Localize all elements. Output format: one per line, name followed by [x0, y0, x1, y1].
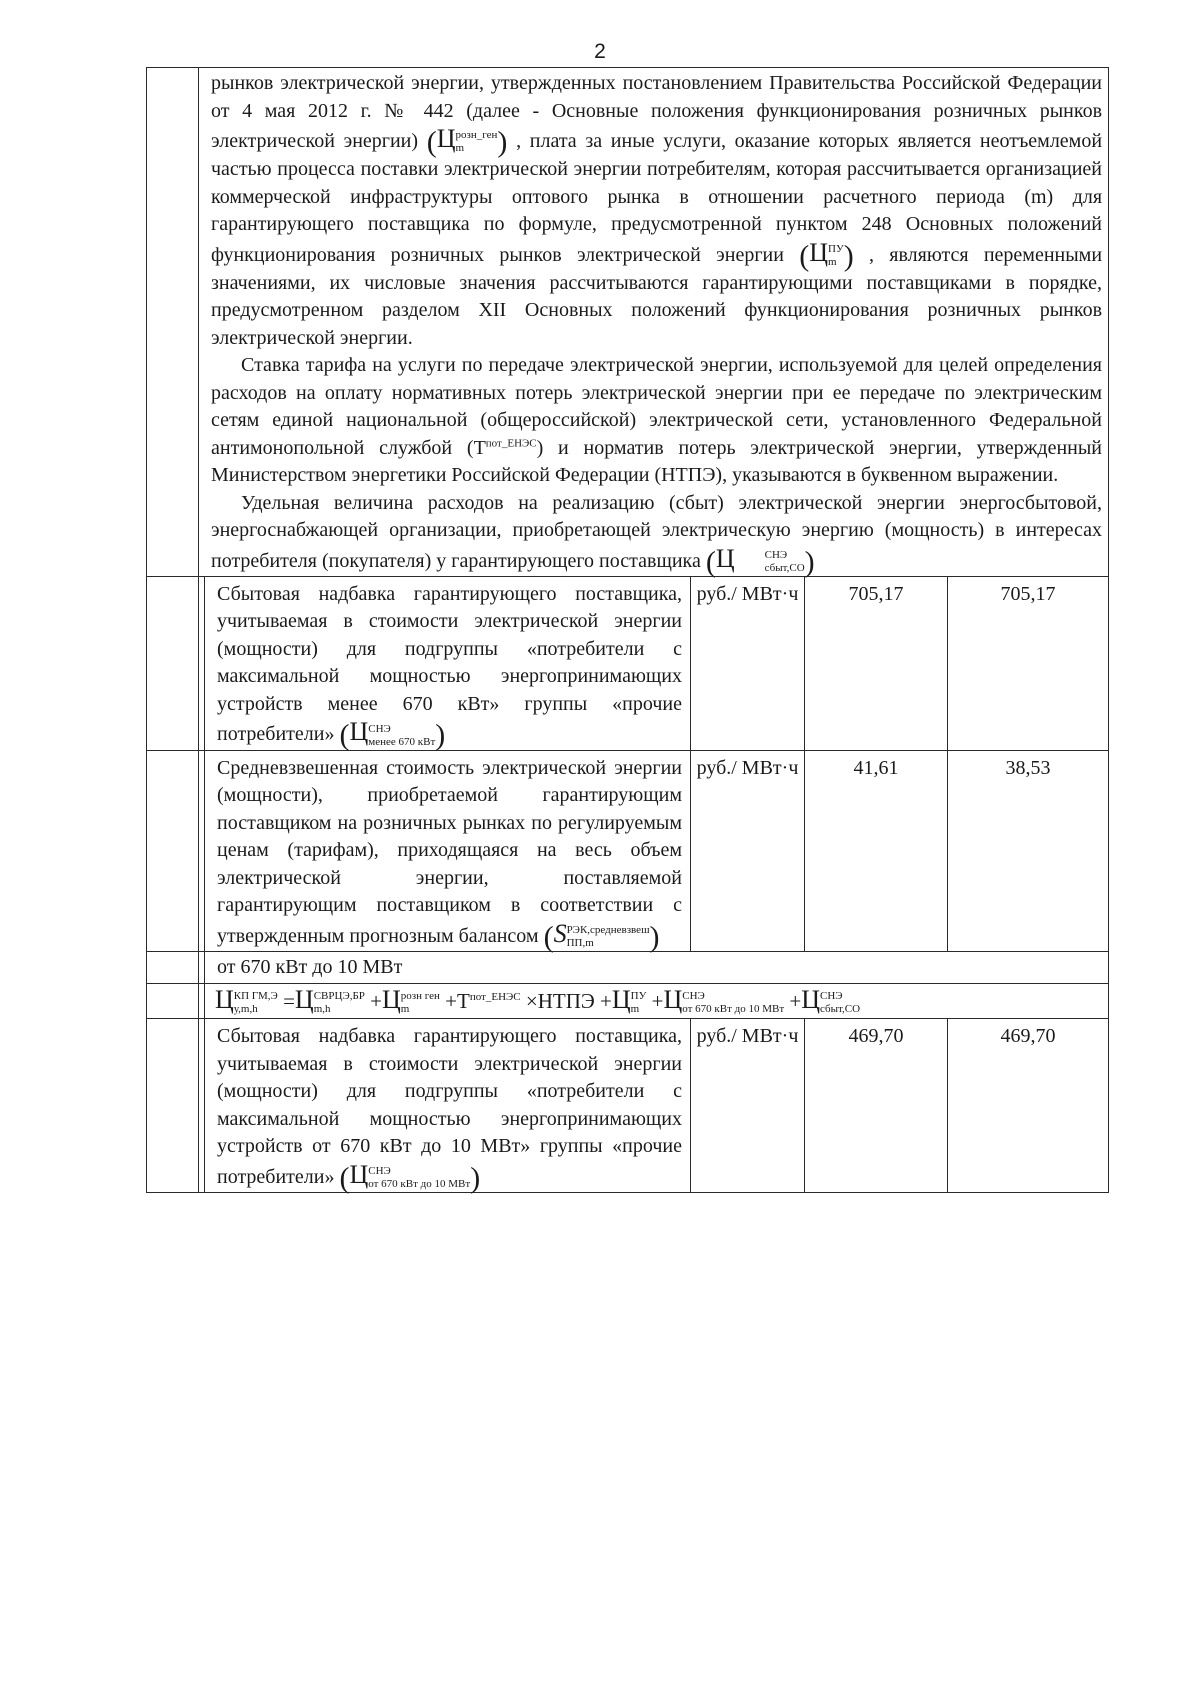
- intro-paragraph-1: рынков электрической энергии, утвержденных постановлением Правительства Российской Федерации от 4 мая 2012 г. № 442 (далее - Основные положения функционирования розничных рынков электрической энергии) (Ц розн_ген m ) , плата за иные услуги, оказание которых является неотъемлемой частью процесса поставки электрической энергии потребителям, которая рассчитывается организацией коммерческой инфраструктуры оптового рынка в отношении расчетного периода (m) для гарантирующего поставщика по формуле, предусмотренной пунктом 248 Основных положений функционирования розничных рынков электрической энергии (Ц ПУ m ) , являются переменными значениями, их числовые значения рассчитываются гарантирующими поставщиками в порядке, предусмотренном разделом XII Основных положений функционирования розничных рынков электрической энергии.: [211, 72, 1103, 349]
- value-cell-1: 705,17: [805, 576, 948, 750]
- table-row: [147, 576, 1109, 750]
- intro-row: [147, 68, 1109, 577]
- formula: Ц КП ГМ,Э у,m,h =Ц СВРЦЭ,БР m,h +Ц розн ген m $+Т^{пот\_ЕНЭС}$ ×НТПЭ +Ц ПУ m +Ц СНЭ от 670 кВт до 10 МВт +Ц СНЭ сбыт,СО: [205, 984, 1109, 1019]
- value-cell-2: 705,17: [948, 576, 1109, 750]
- subheading-row: [147, 951, 1109, 984]
- symbol-base: Ц: [715, 543, 735, 573]
- symbol-indices: розн_ген m: [455, 129, 498, 155]
- unit-cell: руб./ МВт·ч: [691, 750, 805, 951]
- row-label-cell: Средневзвешенная стоимость электрической энергии (мощности), приобретаемой гарантирующим поставщиком на розничных рынках по регулируемым ценам (тарифам), приходящаяся на весь объем электрической энергии, поставляемой гарантирующим поставщиком в соответствии с утвержденным прогнозным балансом (S РЭК,средневзвеш ПП,m ): [205, 750, 691, 951]
- value-cell-2: 469,70: [948, 1019, 1109, 1193]
- unit-cell: руб./ МВт·ч: [691, 1019, 805, 1193]
- row-number-cell: [147, 68, 199, 577]
- tariff-table: [146, 67, 1109, 1193]
- intro-paragraph-2: Ставка тарифа на услуги по передаче электрической энергии, используемой для целей определения расходов на оплату нормативных потерь электрической энергии при ее передаче по электрическим сетям единой национальной (общероссийской) электрической сети, установленного Федеральной антимонопольной службой $(Т^{пот\_ЕНЭС})$ и норматив потерь электрической энергии, утвержденный Министерством энергетики Российской Федерации (НТПЭ), указываются в буквенном выражении.: [211, 354, 1103, 487]
- symbol-base: Ц: [809, 237, 828, 267]
- value-cell-2: 38,53: [948, 750, 1109, 951]
- value-cell-1: 469,70: [805, 1019, 948, 1193]
- symbol-indices: СНЭ сбыт,СО: [764, 549, 805, 575]
- row-label-cell: Сбытовая надбавка гарантирующего поставщика, учитываемая в стоимости электрической энергии (мощности) для подгруппы «потребители с максимальной мощностью энергопринимающих устройств от 670 кВт до 10 МВт» группы «прочие потребители» (Ц СНЭ от 670 кВт до 10 МВт ): [205, 1019, 691, 1193]
- table-row: [147, 1019, 1109, 1193]
- table-row: [147, 750, 1109, 951]
- row-label-cell: Сбытовая надбавка гарантирующего поставщика, учитываемая в стоимости электрической энергии (мощности) для подгруппы «потребители с максимальной мощностью энергопринимающих устройств менее 670 кВт» группы «прочие потребители» (Ц СНЭ менее 670 кВт ): [205, 576, 691, 750]
- intro-text-part: рынков электрической энергии, утвержденных постановлением Правительства Российской Федерации от 4 мая 2012 г. № 442 (далее - Основные положения функционирования розничных рынков электрической энергии): [211, 72, 1103, 152]
- symbol-base: Ц: [436, 124, 456, 153]
- symbol-open-paren: (: [426, 125, 437, 159]
- subheading: от 670 кВт до 10 МВт: [205, 951, 1109, 984]
- intro-text-cell: [199, 68, 1109, 577]
- unit-cell: руб./ МВт·ч: [691, 576, 805, 750]
- intro-text-part: , плата за иные услуги, оказание которых является неотъемлемой частью процесса поставки электрической энергии потребителям, которая рассчитывается организацией коммерческой инфраструктуры оптового рынка в отношении расчетного периода (m) для гарантирующего поставщика по формуле, предусмотренной пунктом 248 Основных положений функционирования розничных рынков электрической энергии: [211, 130, 1103, 266]
- symbol-indices: ПУ m: [828, 243, 844, 269]
- symbol-base: Т: [473, 436, 486, 459]
- row-label: Сбытовая надбавка гарантирующего поставщика, учитываемая в стоимости электрической энергии (мощности) для подгруппы «потребители с максимальной мощностью энергопринимающих устройств от 670 кВт до 10 МВт» группы «прочие потребители»: [217, 1025, 682, 1188]
- intro-paragraph-3: Удельная величина расходов на реализацию (сбыт) электрической энергии энергосбытовой, энергоснабжающей организации, приобретающей электрическую энергию (мощность) в интересах потребителя (покупателя) у гарантирующего поставщика (Ц СНЭ сбыт,СО ): [211, 491, 1103, 579]
- page-number: 2: [594, 40, 606, 63]
- row-label: Сбытовая надбавка гарантирующего поставщика, учитываемая в стоимости электрической энергии (мощности) для подгруппы «потребители с максимальной мощностью энергопринимающих устройств менее 670 кВт» группы «прочие потребители»: [217, 582, 682, 746]
- intro-text-part: , являются переменными значениями, их числовые значения рассчитываются гарантирующими поставщиками в порядке, предусмотренном разделом XII Основных положений функционирования розничных рынков электрической энергии.: [211, 243, 1103, 349]
- row-label: Средневзвешенная стоимость электрической энергии (мощности), приобретаемой гарантирующим поставщиком на розничных рынках по регулируемым ценам (тарифам), приходящаяся на весь объем электрической энергии, поставляемой гарантирующим поставщиком в соответствии с утвержденным прогнозным балансом: [217, 756, 682, 947]
- value-cell-1: 41,61: [805, 750, 948, 951]
- formula-row: [147, 984, 1109, 1019]
